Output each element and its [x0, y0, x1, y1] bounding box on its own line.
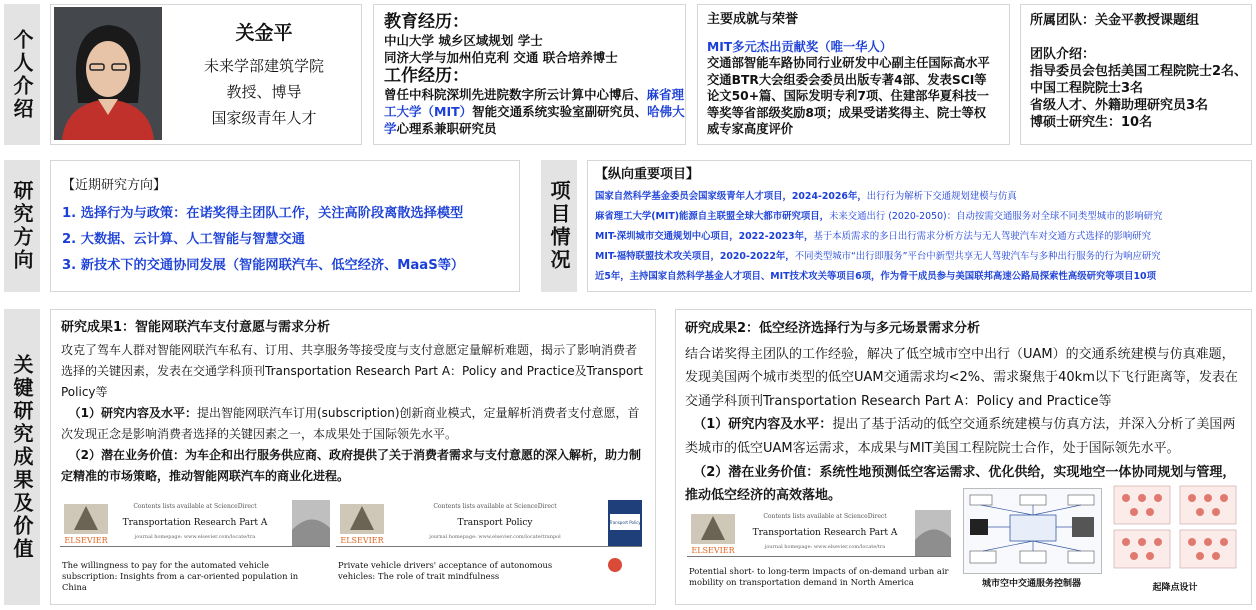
result2-text: [685, 317, 1241, 508]
paper-card-1: ELSEVIER Contents lists available at ScienceDirect Transportation Research Part A journal homepage: www.elsevier.com/locate/tra The willingness to pay for the automated vehicle subscription: Insights from a car-oriented population in China: [60, 500, 330, 586]
education-line: 同济大学与加州伯克利 交通 联合培养博士: [384, 50, 618, 65]
paper-card-3: ELSEVIER Contents lists available at ScienceDirect Transportation Research Part A journal homepage: www.elsevier.com/locate/tra Potential short- to long-term impacts of on-demand urban air mobility on transportation demand in North America: [687, 510, 951, 590]
result2-title: 研究成果2：低空经济选择行为与多元场景需求分析: [685, 321, 981, 336]
svg-text:ELSEVIER: ELSEVIER: [64, 536, 108, 545]
svg-text:ELSEVIER: ELSEVIER: [691, 546, 735, 555]
education-line: 中山大学 城乡区域规划 学士: [384, 33, 543, 48]
direction-heading: 【近期研究方向】: [62, 178, 167, 193]
section-label-projects: 项目情况: [541, 160, 577, 292]
direction-item: 3. 新技术下的交通协同发展（智能网联汽车、低空经济、MaaS等）: [62, 258, 465, 273]
direction-item: 2. 大数据、云计算、人工智能与智慧交通: [62, 232, 305, 247]
profile-name: 关金平: [235, 22, 293, 44]
vertiport-diagram: [1108, 484, 1242, 572]
work-text: 曾任中科院深圳先进院数字所云计算中心博后、麻省理工大学（MIT）智能交通系统实验室副研究员、哈佛大学心理系兼职研究员: [384, 87, 685, 136]
paper-title-3: Potential short- to long-term impacts of on-demand urban air mobility on transportation demand in North America: [689, 566, 949, 587]
team-intro: 团队介绍：: [1030, 47, 1096, 62]
result1-text: [61, 317, 647, 487]
project-item: 近5年，主持国家自然科学基金人才项目、MIT技术攻关等项目6项，作为骨干成员参与美国联邦高速公路局探索性高级研究等项目10项: [595, 271, 1156, 282]
journal-cover: [608, 500, 642, 546]
education-text: [384, 12, 690, 137]
result1-level: （1）研究内容及水平：提出智能网联汽车订用(subscription)创新商业模式，定量解析消费者支付意愿，首次发现正念是影响消费者选择的关键因素之一，本成果处于国际领先水平。: [61, 406, 640, 441]
team-name: 所属团队：关金平教授课题组: [1030, 13, 1200, 28]
paper-title-2: Private vehicle drivers' acceptance of autonomous vehicles: The role of trait mindfulness: [338, 560, 553, 581]
result2-level: （1）研究内容及水平：提出了基于活动的低空交通系统建模与仿真方法，并深入分析了美国两类城市的低空UAM客运需求，本成果与MIT美国工程院院士合作，处于国际领先水平。: [685, 417, 1236, 456]
team-committee: 指导委员会包括美国工程院院士2名、中国工程院院士3名: [1030, 64, 1248, 96]
awards-body: 交通部智能车路协同行业研发中心副主任国际高水平交通BTR大会组委会委员出版专著4部、发表SCI等论文50+篇、国际发明专利7项、住建部华夏科技一等奖等省部级奖励8项；成果受诺奖得主、院士等权威专家高度评价: [707, 56, 990, 136]
projects-heading: 【纵向重要项目】: [595, 167, 700, 182]
uam-controller-diagram: [963, 488, 1102, 574]
work-heading: 工作经历：: [384, 66, 469, 86]
vertiport-caption: 起降点设计: [1152, 583, 1198, 593]
elsevier-logo: [687, 510, 739, 556]
mit-award: MIT多元杰出贡献奖（唯一华人）: [707, 39, 893, 54]
team-text: [1030, 12, 1248, 131]
team-students: 博硕士研究生：10名: [1030, 115, 1153, 130]
project-item: 麻省理工大学(MIT)能源自主联盟全球大都市研究项目，未来交通出行 (2020-2050)：自动按需交通服务对全球不同类型城市的影响研究: [595, 211, 1163, 222]
profile-school: 未来学部建筑学院: [203, 57, 324, 75]
education-heading: 教育经历：: [384, 12, 469, 32]
project-item: 国家自然科学基金委员会国家级青年人才项目，2024-2026年，出行行为解析下交通规划建模与仿真: [595, 191, 1017, 202]
journal-cover: [292, 500, 330, 546]
profile-photo: [54, 7, 162, 140]
svg-text:ELSEVIER: ELSEVIER: [340, 536, 384, 545]
controller-caption: 城市空中交通服务控制器: [981, 579, 1081, 589]
paper-title-1: The willingness to pay for the automated vehicle subscription: Insights from a car-oriented population in China: [62, 560, 299, 592]
profile-info: [168, 18, 360, 131]
journal-cover: [915, 510, 951, 556]
project-item: MIT-福特联盟技术攻关项目，2020-2022年，不同类型城市“出行即服务”平台中新型共享无人驾驶汽车与多种出行服务的行为响应研究: [595, 251, 1161, 262]
result2-value: （2）潜在业务价值：系统性地预测低空客运需求、优化供给，实现地空一体协同规划与管理，推动低空经济的高效落地。: [685, 464, 1236, 504]
result2-summary: 结合诺奖得主团队的工作经验，解决了低空城市空中出行（UAM）的交通系统建模与仿真难题，发现美国两个城市类型的低空UAM交通需求均<2%、需求聚焦于40km以下飞行距离等，发表在交通学科顶刊Transportation Research Part A：Policy and Practice等: [685, 346, 1238, 409]
direction-text: [62, 173, 517, 279]
result1-summary: 攻克了驾车人群对智能网联汽车私有、订用、共享服务等接受度与支付意愿定量解析难题，揭示了影响消费者选择的关键因素，发表在交通学科顶刊Transportation Research Part A：Policy and Practice及Transport Policy等: [61, 343, 643, 399]
result1-value: （2）潜在业务价值：为车企和出行服务供应商、政府提供了关于消费者需求与支付意愿的深入解析，助力制定精准的市场策略，推动智能网联汽车的商业化进程。: [61, 448, 642, 483]
elsevier-logo: [336, 500, 388, 546]
result1-title: 研究成果1：智能网联汽车支付意愿与需求分析: [61, 320, 331, 335]
direction-item: 1. 选择行为与政策：在诺奖得主团队工作，关注高阶段离散选择模型: [62, 206, 464, 221]
paper-card-2: ELSEVIER Contents lists available at ScienceDirect Transport Policy journal homepage: www.elsevier.com/locate/tranpol Transport Policy Private vehicle drivers' acceptance of autonomous vehicles: The role of trait mindfulness: [336, 500, 642, 586]
section-label-direction: 研究方向: [4, 160, 40, 292]
team-talent: 省级人才、外籍助理研究员3名: [1030, 98, 1209, 113]
projects-text: [595, 165, 1247, 287]
elsevier-logo: [60, 500, 112, 546]
awards-text: [707, 12, 995, 138]
section-label-results: 关键研究成果及价值: [4, 309, 40, 605]
crossmark-icon: [608, 558, 622, 572]
profile-honor: 国家级青年人才: [211, 109, 317, 127]
awards-heading: 主要成就与荣誉: [707, 12, 799, 27]
svg-text:Transport Policy: Transport Policy: [609, 520, 641, 525]
project-item: MIT-深圳城市交通规划中心项目，2022-2023年，基于本质需求的多日出行需求分析方法与无人驾驶汽车对交通方式选择的影响研究: [595, 231, 1151, 242]
section-label-profile: 个人介绍: [4, 4, 40, 145]
profile-title: 教授、博导: [226, 83, 302, 101]
